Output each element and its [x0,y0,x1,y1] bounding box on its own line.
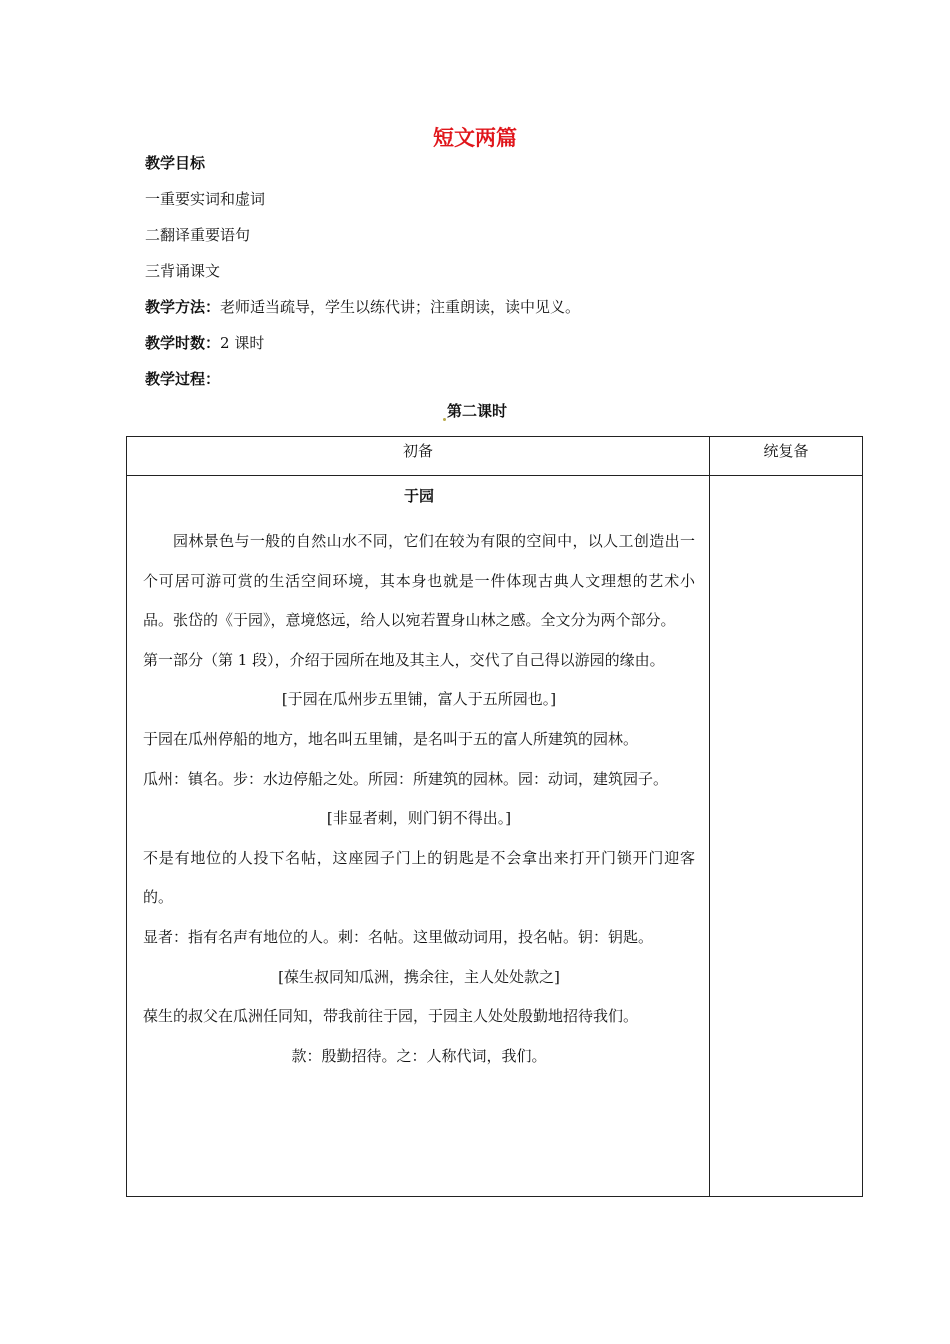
lesson-table [126,436,863,1197]
session-title-text: 第二课时 [446,402,507,420]
annotation-line: 瓜州：镇名。步：水边停船之处。所园：所建筑的园林。园：动词，建筑园子。 [143,769,669,788]
method-label: 教学方法： [145,298,221,316]
translation-line: 不是有地位的人投下名帖，这座园子门上的钥匙是不会拿出来打开门锁开门迎客的。 [143,848,695,907]
objective-item: 二翻译重要语句 [145,226,251,244]
annotation-line: 显者：指有名声有地位的人。刺：名帖。这里做动词用，投名帖。钥：钥匙。 [143,927,654,946]
teaching-hours [145,332,264,353]
document-title: 短文两篇 [433,126,517,150]
objective-item: 三背诵课文 [145,262,221,280]
header-review-prep: 统复备 [710,437,863,476]
bullet-dot [443,418,446,421]
translation-line: 葆生的叔父在瓜洲任同知，带我前往于园，于园主人处处殷勤地招待我们。 [143,1007,639,1026]
teaching-method [145,296,580,317]
objective-item: 一重要实词和虚词 [145,190,266,208]
annotation-line: 款：殷勤招待。之：人称代词，我们。 [291,1046,547,1065]
part-one-summary: 第一部分（第 1 段），介绍于园所在地及其主人，交代了自己得以游园的缘由。 [143,650,665,669]
header-initial-prep: 初备 [127,437,710,476]
quote-line: [非显者刺，则门钥不得出。] [326,809,512,828]
session-title [0,400,950,421]
quote-line: [葆生叔同知瓜洲，携余往，主人处处款之] [278,967,560,986]
section-title: 于园 [403,487,434,505]
initial-prep-cell [127,476,710,1197]
review-prep-cell [710,476,863,1197]
hours-text: 2 课时 [220,334,265,352]
method-text: 老师适当疏导，学生以练代讲；注重朗读，读中见义。 [220,298,581,316]
objectives-heading: 教学目标 [145,154,206,172]
quote-line: [于园在瓜州步五里铺，富人于五所园也。] [281,690,557,709]
process-label: 教学过程： [145,370,221,388]
hours-label: 教学时数： [145,334,221,352]
intro-paragraph: 园林景色与一般的自然山水不同，它们在较为有限的空间中，以人工创造出一个可居可游可赏的生活空间环境，其本身也就是一件体现古典人文理想的艺术小品。张岱的《于园》，意境悠远，给人以宛若置身山林之感。全文分为两个部分。 [143,532,695,630]
lesson-body [127,476,709,1076]
translation-line: 于园在瓜州停船的地方，地名叫五里铺，是名叫于五的富人所建筑的园林。 [143,729,639,748]
